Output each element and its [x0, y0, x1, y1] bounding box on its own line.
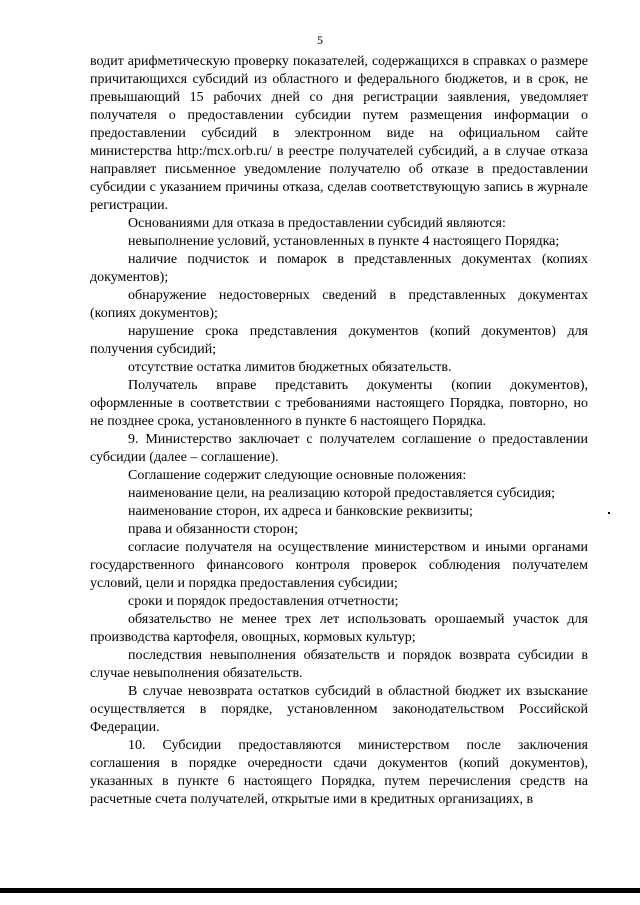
paragraph-refusal-ground-4: нарушение срока представления документов (копий документов) для получения субсидий;	[90, 324, 588, 357]
scan-speck	[608, 512, 610, 514]
paragraph-provision-parties: наименование сторон, их адреса и банковские реквизиты;	[128, 504, 473, 519]
paragraph-provision-rights: права и обязанности сторон;	[128, 522, 298, 537]
paragraph-provision-consequences: последствия невыполнения обязательств и порядок возврата субсидии в случае невыполнения обязательств.	[90, 648, 588, 681]
bottom-rule	[0, 888, 640, 893]
paragraph-refusal-ground-3: обнаружение недостоверных сведений в представленных документах (копиях документов);	[90, 288, 588, 321]
paragraph-refusal-ground-5: отсутствие остатка лимитов бюджетных обязательств.	[128, 360, 452, 375]
paragraph-agreement-provisions: Соглашение содержит следующие основные положения:	[128, 468, 467, 483]
paragraph-refusal-grounds-heading: Основаниями для отказа в предоставлении субсидий являются:	[128, 216, 506, 231]
paragraph-resubmission: Получатель вправе представить документы (копии документов), оформленные в соответствии с требованиями настоящего Порядка, повторно, но не позднее срока, установленного в пункте 6 настоящего Порядка.	[90, 378, 588, 429]
paragraph-provision-purpose: наименование цели, на реализацию которой предоставляется субсидия;	[128, 486, 556, 501]
paragraph-provision-reporting: сроки и порядок предоставления отчетности;	[128, 594, 399, 609]
paragraph-provision-obligation: обязательство не менее трех лет использовать орошаемый участок для производства картофеля, овощных, кормовых культур;	[90, 612, 588, 645]
page-number: 5	[317, 33, 323, 47]
paragraph-refusal-ground-2: наличие подчисток и помарок в представленных документах (копиях документов);	[90, 252, 588, 285]
paragraph-provision-consent: согласие получателя на осуществление министерством и иными органами государственного финансового контроля проверок соблюдения получателем условий, цели и порядка предоставления субсидии;	[90, 540, 588, 591]
paragraph-continuation: водит арифметическую проверку показателей, содержащихся в справках о размере причитающихся субсидий из областного и федерального бюджетов, и в срок, не превышающий 15 рабочих дней со дня регистрации заявления, уведомляет получателя о предоставлении субсидии путем размещения информации о предоставлении субсидий в электронном виде на официальном сайте министерства http:/mcx.orb.ru/ в реестре получателей субсидий, а в случае отказа направляет письменное уведомление получателю об отказе в предоставлении субсидии с указанием причины отказа, сделав соответствующую запись в журнале регистрации.	[90, 54, 588, 213]
paragraph-refusal-ground-1: невыполнение условий, установленных в пункте 4 настоящего Порядка;	[128, 234, 560, 249]
document-body	[90, 53, 588, 809]
paragraph-non-return: В случае невозврата остатков субсидий в областной бюджет их взыскание осуществляется в порядке, установленном законодательством Российской Федерации.	[90, 684, 588, 735]
paragraph-clause-9: 9. Министерство заключает с получателем соглашение о предоставлении субсидии (далее – соглашение).	[90, 432, 588, 465]
paragraph-clause-10: 10. Субсидии предоставляются министерством после заключения соглашения в порядке очередности сдачи документов (копий документов), указанных в пункте 6 настоящего Порядка, путем перечисления средств на расчетные счета получателей, открытые ими в кредитных организациях, в	[90, 738, 588, 807]
